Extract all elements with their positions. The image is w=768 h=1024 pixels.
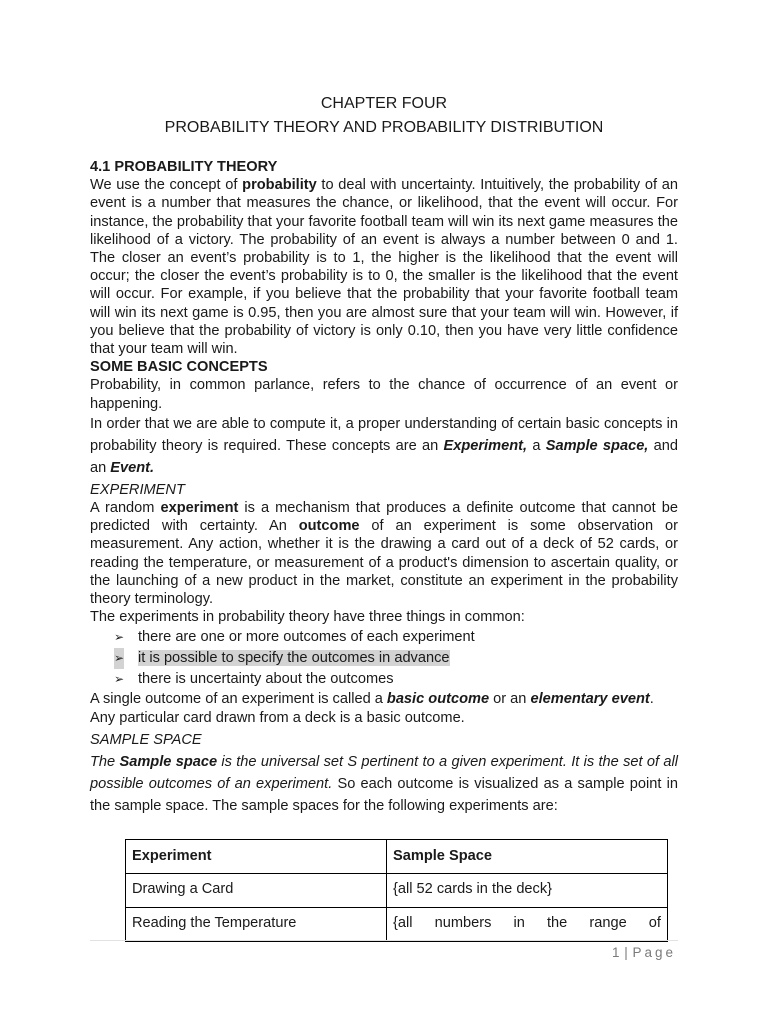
paragraph-basic-concepts: In order that we are able to compute it, a proper understanding of certain basic concepts in probability theory is required. These concepts are an Experiment, a Sample space, and an Event.	[90, 415, 679, 476]
table-header-experiment: Experiment	[126, 839, 387, 873]
paragraph-probability-parlance: Probability, in common parlance, refers to the chance of occurrence of an event or happening.	[90, 377, 678, 412]
list-item: ➢ there is uncertainty about the outcomes	[114, 669, 678, 690]
table-row	[126, 873, 668, 907]
section-heading-experiment: EXPERIMENT	[90, 481, 185, 498]
arrow-bullet-icon: ➢	[114, 648, 124, 669]
table-cell	[387, 907, 668, 941]
table-header-sample-space: Sample Space	[387, 839, 668, 873]
arrow-bullet-icon: ➢	[114, 672, 125, 687]
section-heading-basic-concepts: SOME BASIC CONCEPTS	[90, 359, 268, 376]
table-row	[126, 907, 668, 941]
list-item: ➢ there are one or more outcomes of each experiment	[114, 627, 678, 648]
list-item-highlighted: ➢ it is possible to specify the outcomes in advance	[114, 648, 678, 669]
page-footer: 1 | Page	[611, 945, 676, 960]
paragraph-basic-outcome: A single outcome of an experiment is called a basic outcome or an elementary event.	[90, 691, 654, 708]
chapter-title: PROBABILITY THEORY AND PROBABILITY DISTRIBUTION	[164, 119, 604, 136]
page-number: 1	[611, 945, 620, 960]
sample-space-table	[125, 839, 668, 942]
table-header-row	[126, 839, 668, 873]
paragraph-card-outcome: Any particular card drawn from a deck is a basic outcome.	[90, 709, 465, 726]
paragraph-probability-intro: We use the concept of probability to deal with uncertainty. Intuitively, the probability of an event is a number that measures the chance, or likelihood, that the event will occur. For instance, the probability that your favorite football team will win its next game measures the likelihood of a victory. The probability of an event is always a number between 0 and 1. The closer an event’s probability is to 1, the higher is the likelihood that the event will occur; the closer the event’s probability is to 0, the smaller is the likelihood that the event will occur. For example, if you believe that the probability that your favorite football team will win its next game is 0.95, then you are almost sure that your team will win. However, if you believe that the probability of victory is only 0.10, then you have very little confidence that your team will win.	[90, 177, 678, 358]
footer-divider	[90, 940, 678, 941]
table-cell: {all 52 cards in the deck}	[387, 873, 668, 907]
table-cell: Reading the Temperature	[126, 907, 387, 941]
paragraph-sample-space: The Sample space is the universal set S pertinent to a given experiment. It is the set of all possible outcomes of an experiment. So each outcome is visualized as a sample point in the sample space. The sample spaces for the following experiments are:	[90, 753, 678, 814]
table-cell: Drawing a Card	[126, 873, 387, 907]
document-page	[90, 92, 678, 942]
paragraph-three-things: The experiments in probability theory have three things in common:	[90, 609, 525, 626]
section-heading-probability-theory: 4.1 PROBABILITY THEORY	[90, 159, 278, 175]
chapter-number: CHAPTER FOUR	[320, 95, 448, 112]
paragraph-random-experiment: A random experiment is a mechanism that produces a definite outcome that cannot be predicted with certainty. An outcome of an experiment is some observation or measurement. Any action, whether it is the drawing a card out of a deck of 52 cards, or reading the temperature, or measurement of a product's dimension to ascertain quality, or the launching of a new product in the market, constitute an experiment in the probability theory terminology.	[90, 500, 678, 608]
section-heading-sample-space: SAMPLE SPACE	[90, 731, 202, 748]
justified-cell-text: {all numbers in the range of	[393, 914, 661, 931]
experiment-properties-list	[90, 627, 678, 690]
page-label: Page	[632, 945, 676, 960]
arrow-bullet-icon: ➢	[114, 630, 125, 645]
